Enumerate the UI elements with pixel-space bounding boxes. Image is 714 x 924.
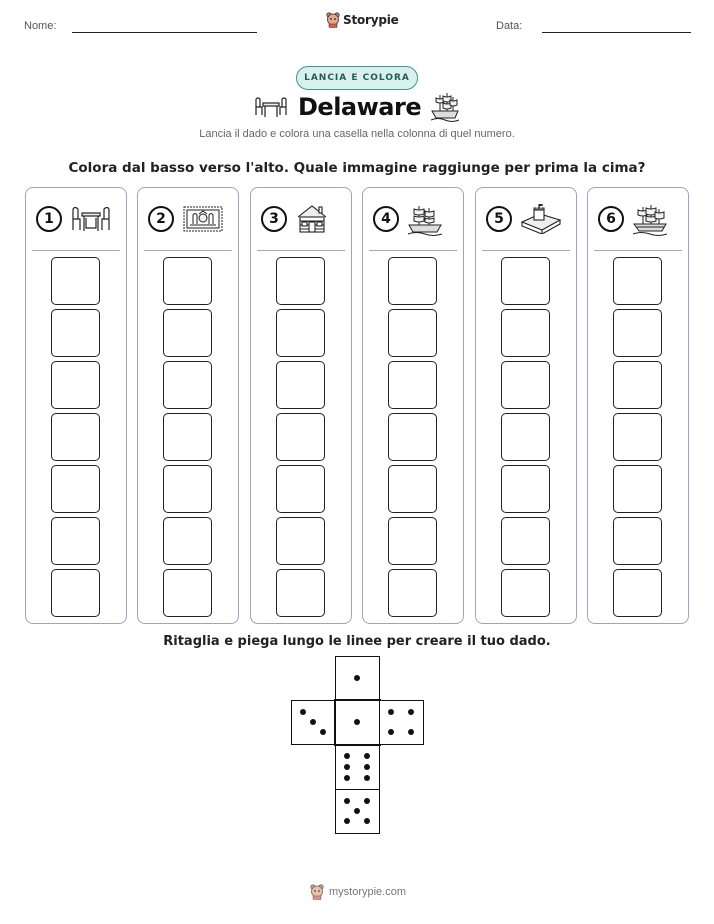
name-label: Nome: xyxy=(24,20,57,32)
die-pip xyxy=(320,729,326,735)
column-number: 2 xyxy=(148,206,174,232)
die-pip xyxy=(344,775,350,781)
die-instruction: Ritaglia e piega lungo le linee per creare il tuo dado. xyxy=(163,634,551,649)
color-cell[interactable] xyxy=(163,465,212,513)
die-pip xyxy=(344,753,350,759)
color-cell[interactable] xyxy=(51,257,100,305)
color-cell[interactable] xyxy=(388,465,437,513)
column-number: 3 xyxy=(261,206,287,232)
color-cell[interactable] xyxy=(613,257,662,305)
color-cell[interactable] xyxy=(163,569,212,617)
fort-icon xyxy=(520,204,562,238)
color-cell[interactable] xyxy=(276,361,325,409)
die-face-1 xyxy=(335,656,380,701)
column-divider xyxy=(257,250,345,251)
table-chairs-icon xyxy=(254,95,288,123)
color-cell[interactable] xyxy=(388,309,437,357)
color-cell[interactable] xyxy=(276,517,325,565)
die-face-4 xyxy=(379,700,424,745)
color-cell[interactable] xyxy=(501,413,550,461)
galleon-icon xyxy=(430,92,460,126)
die-pip xyxy=(388,709,394,715)
column-divider xyxy=(482,250,570,251)
color-cell[interactable] xyxy=(163,361,212,409)
color-cell[interactable] xyxy=(388,569,437,617)
brand-logo xyxy=(326,12,399,28)
color-cell[interactable] xyxy=(276,465,325,513)
sailing-ship-icon xyxy=(407,204,443,240)
die-pip xyxy=(354,808,360,814)
color-cell[interactable] xyxy=(613,569,662,617)
column-4 xyxy=(362,187,464,624)
color-cell[interactable] xyxy=(613,465,662,513)
color-cell[interactable] xyxy=(501,517,550,565)
storypie-mascot-icon xyxy=(326,12,340,28)
page-title: Delaware xyxy=(298,93,422,121)
storypie-mascot-icon xyxy=(310,884,324,900)
die-face-3 xyxy=(291,700,336,745)
die-pip xyxy=(344,764,350,770)
color-cell[interactable] xyxy=(51,465,100,513)
state-seal-icon xyxy=(182,204,224,238)
die-face-6 xyxy=(335,745,380,790)
die-pip xyxy=(310,719,316,725)
color-cell[interactable] xyxy=(276,257,325,305)
subtitle: Lancia il dado e colora una casella nella colonna di quel numero. xyxy=(199,128,515,140)
color-cell[interactable] xyxy=(388,517,437,565)
column-5 xyxy=(475,187,577,624)
die-face-5 xyxy=(335,789,380,834)
column-3 xyxy=(250,187,352,624)
color-cell[interactable] xyxy=(51,517,100,565)
color-cell[interactable] xyxy=(51,413,100,461)
color-cell[interactable] xyxy=(388,257,437,305)
column-number: 4 xyxy=(373,206,399,232)
brand-name: Storypie xyxy=(343,13,399,27)
column-number: 5 xyxy=(486,206,512,232)
die-pip xyxy=(344,798,350,804)
game-type-badge: LANCIA E COLORA xyxy=(296,66,418,90)
column-number: 6 xyxy=(598,206,624,232)
footer xyxy=(310,884,406,900)
color-cell[interactable] xyxy=(276,569,325,617)
die-pip xyxy=(388,729,394,735)
die-pip xyxy=(364,798,370,804)
die-pip xyxy=(408,729,414,735)
color-cell[interactable] xyxy=(163,413,212,461)
color-cell[interactable] xyxy=(613,413,662,461)
color-cell[interactable] xyxy=(501,465,550,513)
color-cell[interactable] xyxy=(51,309,100,357)
log-cabin-icon xyxy=(295,204,329,238)
color-cell[interactable] xyxy=(501,361,550,409)
color-cell[interactable] xyxy=(613,517,662,565)
color-cell[interactable] xyxy=(501,569,550,617)
die-pip xyxy=(364,753,370,759)
color-cell[interactable] xyxy=(501,257,550,305)
color-cell[interactable] xyxy=(51,569,100,617)
color-cell[interactable] xyxy=(163,517,212,565)
color-cell[interactable] xyxy=(276,413,325,461)
footer-url[interactable]: mystorypie.com xyxy=(329,886,407,898)
galleon-icon xyxy=(632,204,668,240)
column-number: 1 xyxy=(36,206,62,232)
color-cell[interactable] xyxy=(163,309,212,357)
color-cell[interactable] xyxy=(613,309,662,357)
die-pip xyxy=(364,775,370,781)
color-cell[interactable] xyxy=(388,413,437,461)
column-1 xyxy=(25,187,127,624)
color-cell[interactable] xyxy=(51,361,100,409)
color-cell[interactable] xyxy=(501,309,550,357)
die-pip xyxy=(354,675,360,681)
name-line[interactable] xyxy=(72,32,257,33)
instruction-text: Colora dal basso verso l'alto. Quale immagine raggiunge per prima la cima? xyxy=(68,160,646,176)
date-line[interactable] xyxy=(542,32,691,33)
color-cell[interactable] xyxy=(163,257,212,305)
title-row xyxy=(0,92,714,126)
date-label: Data: xyxy=(496,20,523,32)
die-pip xyxy=(408,709,414,715)
color-cell[interactable] xyxy=(388,361,437,409)
column-divider xyxy=(594,250,682,251)
color-cell[interactable] xyxy=(276,309,325,357)
column-divider xyxy=(144,250,232,251)
color-cell[interactable] xyxy=(613,361,662,409)
table-chairs-icon xyxy=(70,204,112,238)
column-divider xyxy=(369,250,457,251)
column-2 xyxy=(137,187,239,624)
die-pip xyxy=(364,818,370,824)
die-pip xyxy=(364,764,370,770)
die-pip xyxy=(300,709,306,715)
column-6 xyxy=(587,187,689,624)
die-pip xyxy=(344,818,350,824)
die-pip xyxy=(354,719,360,725)
die-face-1-center xyxy=(334,699,381,746)
column-divider xyxy=(32,250,120,251)
